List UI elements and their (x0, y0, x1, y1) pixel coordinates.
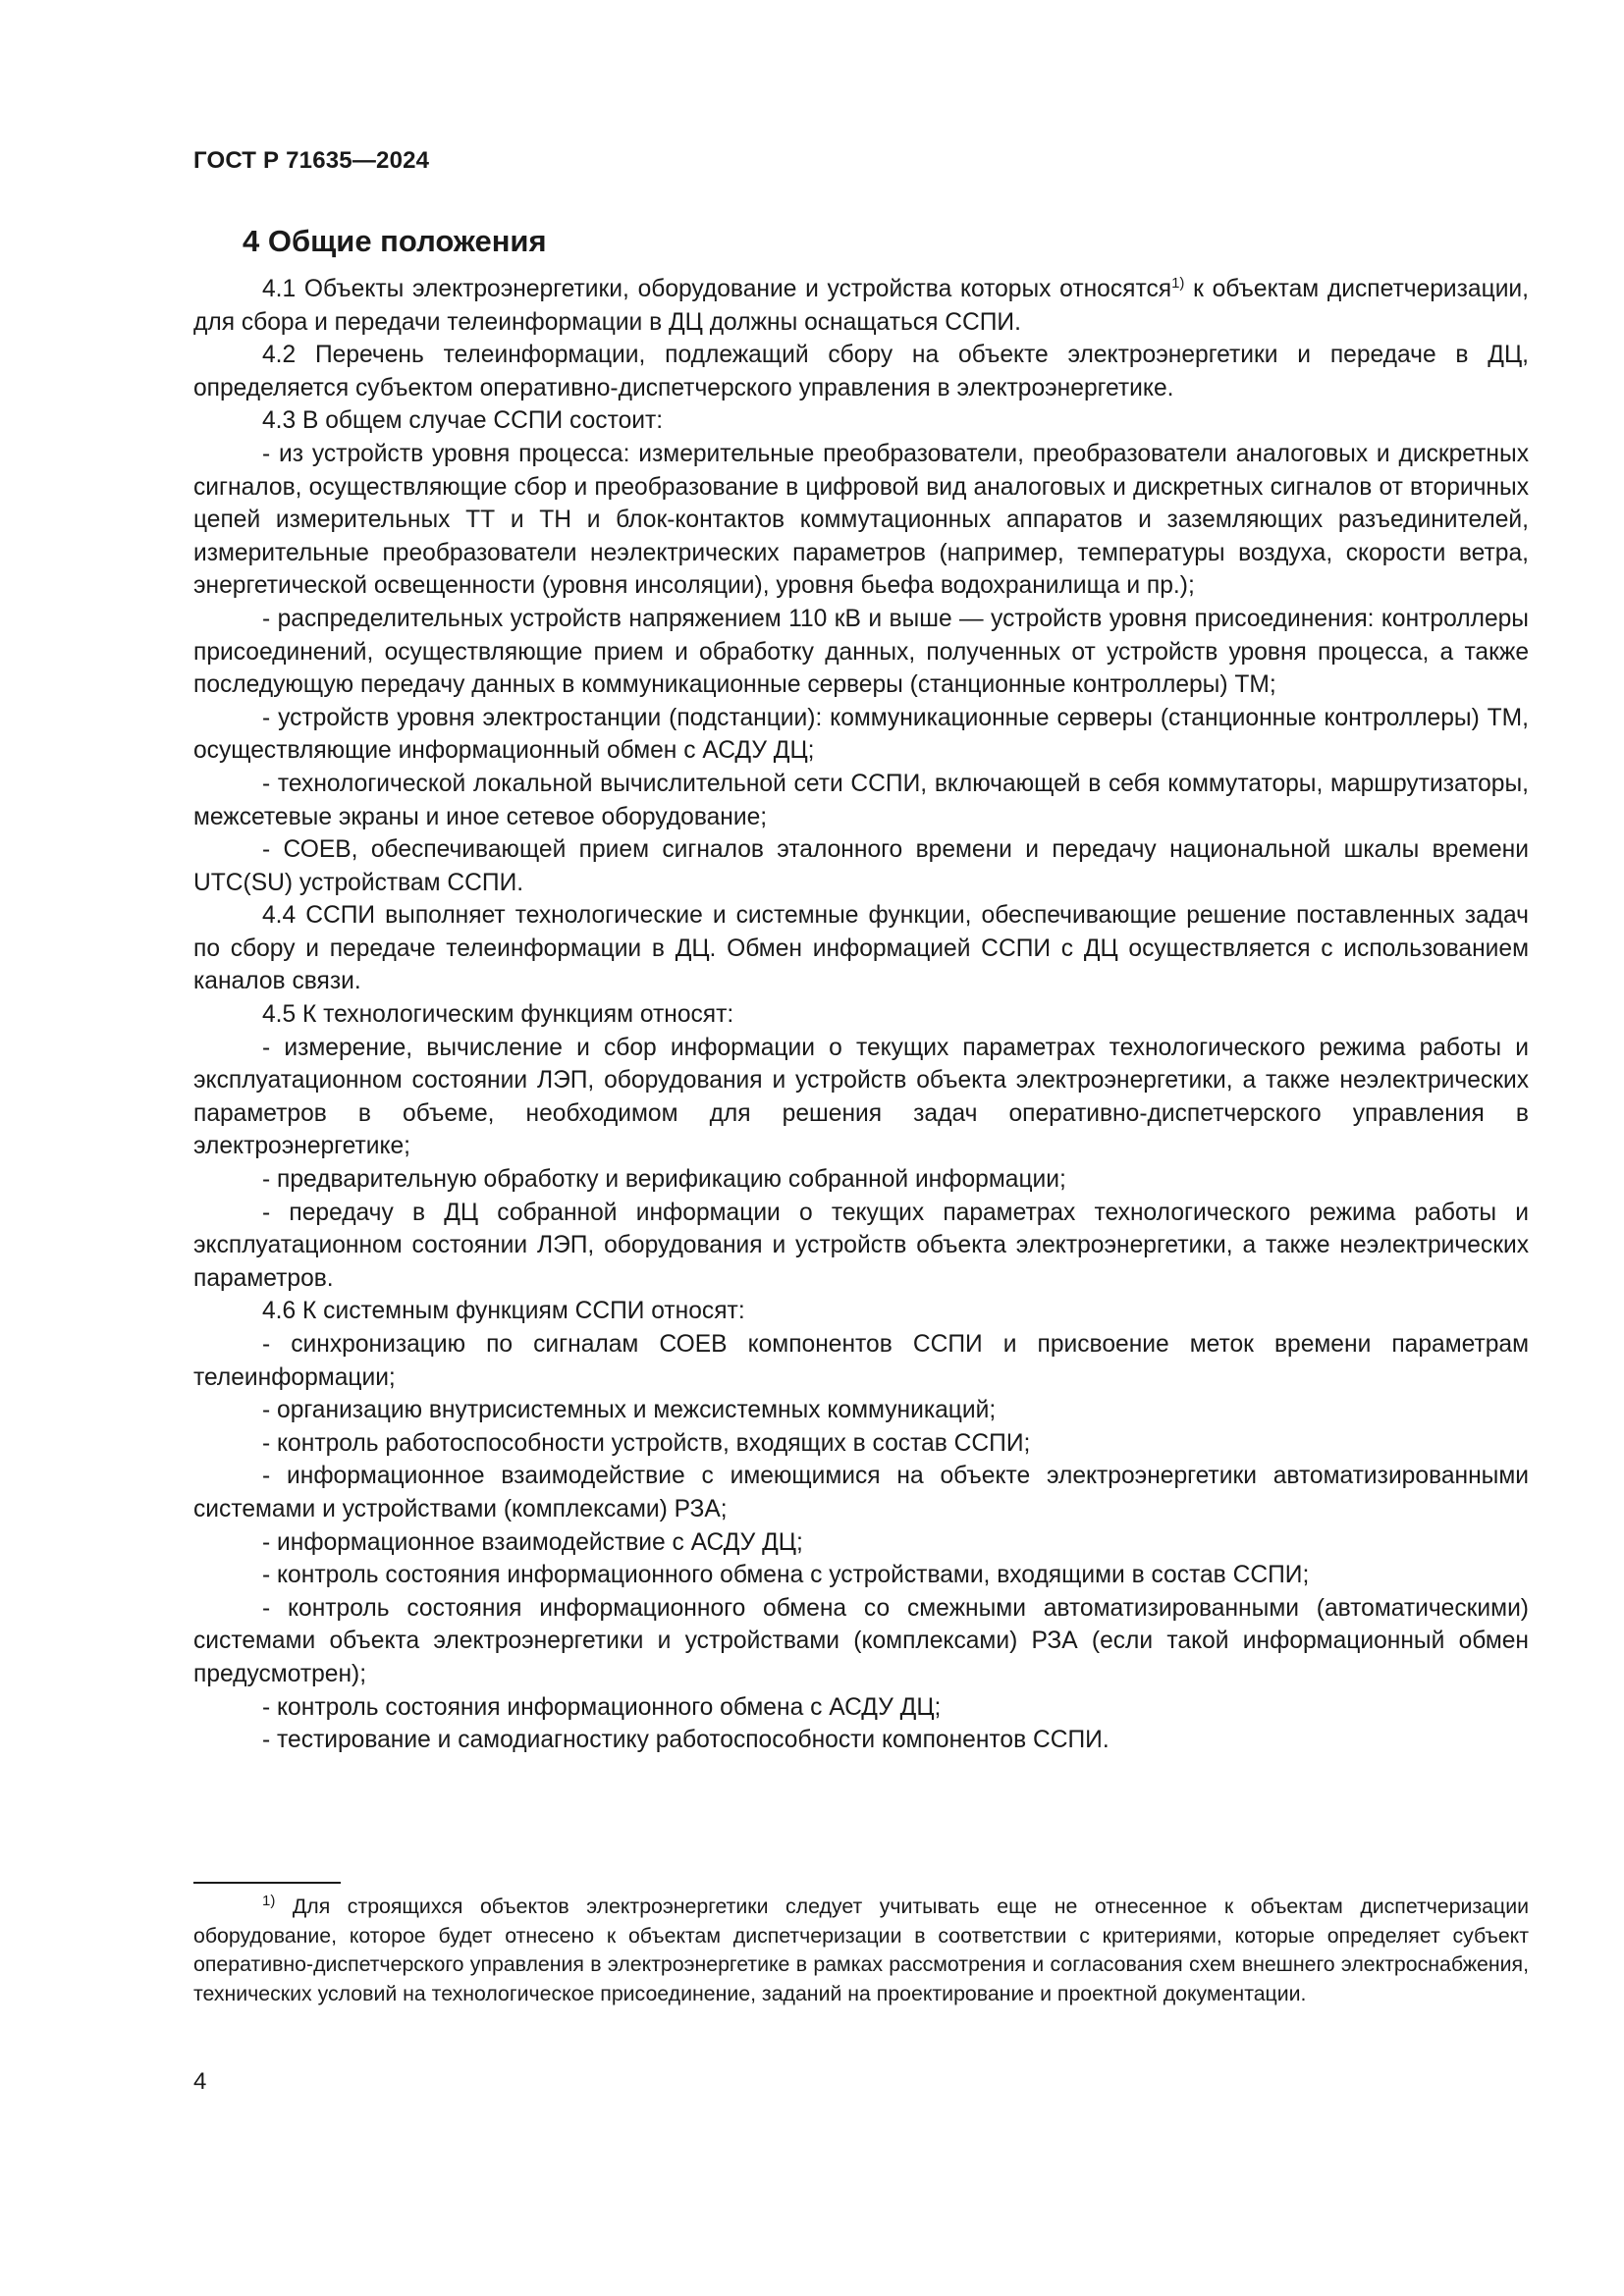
paragraph (193, 1526, 1529, 1560)
paragraph-text: - из устройств уровня процесса: измерительные преобразователи, преобразователи аналоговых и дискретных сигналов, осуществляющие сбор и преобразование в цифровой вид аналоговых и дискретных сигналов от вторичных цепей измерительных ТТ и ТН и блок-контактов коммутационных аппаратов и заземляющих разъединителей, измерительные преобразователи неэлектрических параметров (например, температуры воздуха, скорости ветра, энергетической освещенности (уровня инсоляции), уровня бьефа водохранилища и пр.); (193, 440, 1529, 600)
paragraph (193, 899, 1529, 998)
document-header: ГОСТ Р 71635—2024 (193, 147, 430, 174)
paragraph-text: - устройств уровня электростанции (подстанции): коммуникационные серверы (станционные контроллеры) ТМ, осуществляющие информационный обмен с АСДУ ДЦ; (193, 704, 1529, 765)
paragraph (193, 998, 1529, 1032)
paragraph-text: 4.6 К системным функциям ССПИ относят: (262, 1298, 745, 1325)
paragraph-text: - контроль состояния информационного обмена с АСДУ ДЦ; (262, 1693, 942, 1721)
paragraph (193, 1197, 1529, 1296)
footnote-separator (193, 1882, 341, 1884)
paragraph-text: - организацию внутрисистемных и межсистемных коммуникаций; (262, 1397, 997, 1424)
footnote-list (193, 1893, 1529, 2008)
paragraph-text: - СОЕВ, обеспечивающей прием сигналов эталонного времени и передачу национальной шкалы времени UTC(SU) устройствам ССПИ. (193, 836, 1529, 896)
paragraph-text: - информационное взаимодействие с имеющимися на объекте электроэнергетики автоматизированными системами и устройствами (комплексами) РЗА; (193, 1463, 1529, 1522)
main-content (193, 224, 1529, 1757)
paragraph-text: - контроль состояния информационного обмена с устройствами, входящими в состав ССПИ; (262, 1562, 1310, 1589)
paragraph (193, 1295, 1529, 1328)
paragraph-text: - измерение, вычисление и сбор информации о текущих параметрах технологического режима работы и эксплуатационном состоянии ЛЭП, оборудования и устройств объекта электроэнергетики, а также неэлектрических параметров в объеме, необходимом для решения задач оперативно-диспетчерского управления в электроэнергетике; (193, 1034, 1529, 1160)
paragraph-text: - предварительную обработку и верификацию собранной информации; (262, 1166, 1066, 1194)
paragraph (193, 273, 1529, 339)
paragraph-text: 4.5 К технологическим функциям относят: (262, 1001, 734, 1029)
paragraph (193, 702, 1529, 768)
paragraph-text: - контроль состояния информационного обмена со смежными автоматизированными (автоматическими) системами объекта электроэнергетики и устройствами (комплексами) РЗА (если такой информационный обмен предусмотрен); (193, 1594, 1529, 1687)
footnote-text: Для строящихся объектов электроэнергетики следует учитывать еще не отнесенное к объектам диспетчеризации оборудование, которое будет отнесено к объектам диспетчеризации в соответствии с критериями, которые определяет субъект оперативно-диспетчерского управления в электроэнергетике в рамках рассмотрения и согласования схем внешнего электроснабжения, технических условий на технологическое присоединение, заданий на проектирование и проектной документации. (193, 1895, 1529, 2005)
paragraph (193, 404, 1529, 438)
paragraph-text: 4.3 В общем случае ССПИ состоит: (262, 407, 664, 435)
paragraph (193, 1691, 1529, 1725)
paragraph-list (193, 273, 1529, 1757)
paragraph (193, 1559, 1529, 1592)
paragraph-text: 4.1 Объекты электроэнергетики, оборудование и устройства которых относятся (262, 276, 1172, 302)
paragraph-text: - передачу в ДЦ собранной информации о текущих параметрах технологического режима работы и эксплуатационном состоянии ЛЭП, оборудования и устройств объекта электроэнергетики, а также неэлектрических параметров. (193, 1199, 1529, 1292)
paragraph-text: - тестирование и самодиагностику работоспособности компонентов ССПИ. (262, 1727, 1110, 1754)
paragraph (193, 1460, 1529, 1525)
paragraph (193, 1724, 1529, 1757)
footnote (193, 1893, 1529, 2008)
section-title: 4 Общие положения (243, 224, 547, 258)
paragraph (193, 438, 1529, 603)
paragraph (193, 1427, 1529, 1461)
paragraph-text: - контроль работоспособности устройств, входящих в состав ССПИ; (262, 1429, 1031, 1457)
paragraph (193, 1328, 1529, 1394)
paragraph (193, 1592, 1529, 1691)
paragraph (193, 1394, 1529, 1427)
paragraph (193, 1032, 1529, 1163)
page-number: 4 (193, 2068, 207, 2095)
paragraph (193, 1163, 1529, 1197)
paragraph (193, 768, 1529, 833)
paragraph-text: - распределительных устройств напряжением 110 кВ и выше — устройств уровня присоединения: контроллеры присоединений, осуществляющие прием и обработку данных, полученных от устройств уровня процесса, а также последующую передачу данных в коммуникационные серверы (станционные контроллеры) ТМ; (193, 605, 1529, 699)
paragraph (193, 603, 1529, 702)
paragraph (193, 833, 1529, 899)
footnote-mark: 1) (262, 1892, 276, 1909)
paragraph-text: - синхронизацию по сигналам СОЕВ компонентов ССПИ и присвоение меток времени параметрам телеинформации; (193, 1331, 1529, 1391)
footnote-reference[interactable]: 1) (1171, 274, 1185, 292)
paragraph-text: к объектам диспетчеризации, для сбора и передачи телеинформации в ДЦ должны оснащаться ССПИ. (193, 276, 1530, 336)
paragraph-text: - технологической локальной вычислительной сети ССПИ, включающей в себя коммутаторы, маршрутизаторы, межсетевые экраны и иное сетевое оборудование; (193, 770, 1529, 830)
paragraph-text: - информационное взаимодействие с АСДУ ДЦ; (262, 1528, 803, 1556)
paragraph (193, 339, 1529, 404)
paragraph-text: 4.4 ССПИ выполняет технологические и системные функции, обеспечивающие решение поставленных задач по сбору и передаче телеинформации в ДЦ. Обмен информацией ССПИ с ДЦ осуществляется с использованием каналов связи. (193, 902, 1529, 995)
paragraph-text: 4.2 Перечень телеинформации, подлежащий сбору на объекте электроэнергетики и передаче в ДЦ, определяется субъектом оперативно-диспетчерского управления в электроэнергетике. (193, 342, 1529, 401)
